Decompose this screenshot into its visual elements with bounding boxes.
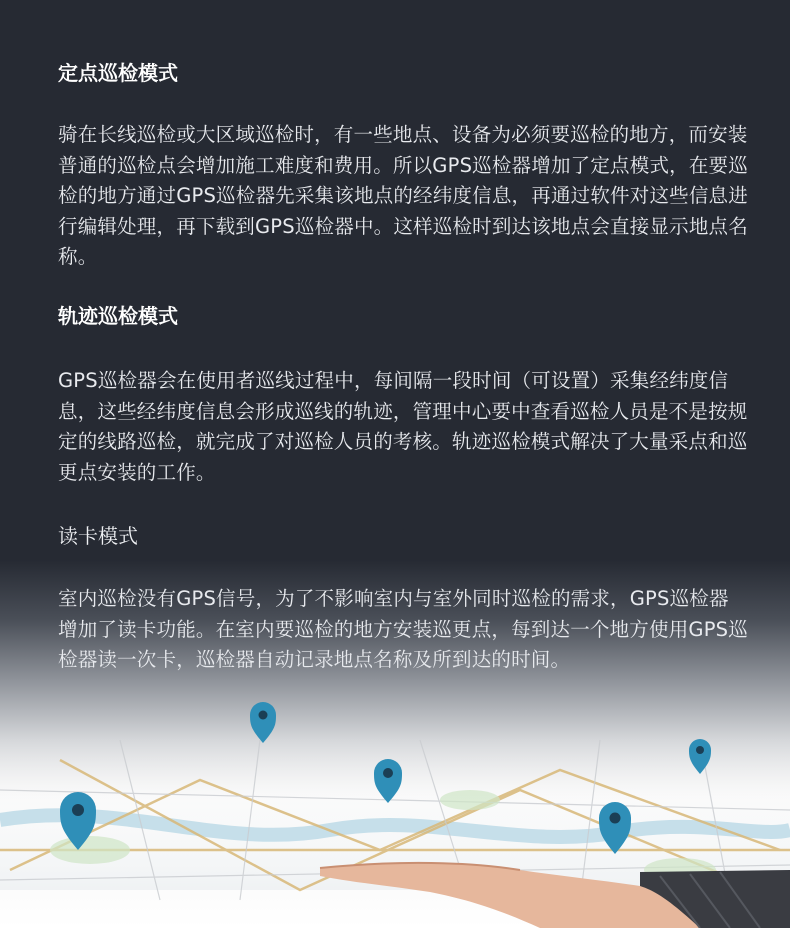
map-pin-icon: [250, 702, 276, 743]
section-title-card-reading: 读卡模式: [58, 524, 138, 548]
section-body-card-reading: 室内巡检没有GPS信号，为了不影响室内与室外同时巡检的需求，GPS巡检器增加了读卡功能。在室内要巡检的地方安装巡更点，每到达一个地方使用GPS巡检器读一次卡，巡检器自动记录地点名称及所到达的时间。: [58, 587, 748, 671]
section-body-fixed-point: 骑在长线巡检或大区域巡检时，有一些地点、设备为必须要巡检的地方，而安装普通的巡检点会增加施工难度和费用。所以GPS巡检器增加了定点模式，在要巡检的地方通过GPS巡检器先采集该地点的经纬度信息，再通过软件对这些信息进行编辑处理，再下载到GPS巡检器中。这样巡检时到达该地点会直接显示地点名称。: [58, 123, 748, 268]
hand-illustration: [0, 820, 790, 928]
section-title-track: 轨迹巡检模式: [58, 304, 178, 328]
section-title-fixed-point: 定点巡检模式: [58, 61, 178, 85]
section-body-track: GPS巡检器会在使用者巡线过程中，每间隔一段时间（可设置）采集经纬度信息，这些经纬度信息会形成巡线的轨迹，管理中心要中查看巡检人员是不是按规定的线路巡检，就完成了对巡检人员的考核。轨迹巡检模式解决了大量采点和巡更点安装的工作。: [58, 369, 748, 484]
